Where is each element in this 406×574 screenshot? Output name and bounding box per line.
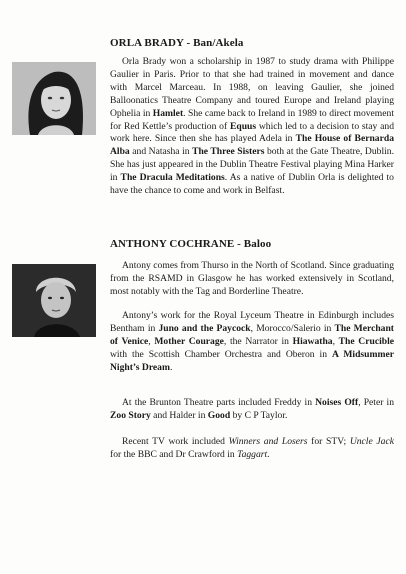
bio-text-run: which led to a decision to stay and work here. Since then she has played Adela in xyxy=(110,120,394,145)
bio-text-run: Zoo Story xyxy=(110,409,151,421)
bio-text-run: , xyxy=(148,335,155,347)
bio-text-run: Antony’s work for the Royal Lyceum Theatre in Edinburgh includes Bentham in xyxy=(110,310,394,334)
bio-text-run: with the Scottish Chamber Orchestra and Oberon in xyxy=(110,348,332,360)
bio-text-run: , Morocco/Salerio in xyxy=(250,322,335,334)
bio-text-run: At the Brunton Theatre parts included Freddy in xyxy=(122,397,316,408)
bio-text-run: Winners and Losers xyxy=(228,436,308,447)
bio-anthony-cochrane-p4 xyxy=(110,436,394,462)
bio-text-run: The House of Bernarda Alba xyxy=(110,133,394,158)
bio-text-run: Orla Brady won a scholarship in 1987 to study drama with Philippe Gaulier in Paris. Prior to that she had trained in movement and dance with Marcel Marceau. In 1988, on leaving Gaulier, she joined Balloonatics Theatre Company and toured Europe and Ireland playing Ophelia in xyxy=(110,56,394,119)
bio-text-run: , Peter in xyxy=(358,397,394,408)
portrait-orla-brady xyxy=(12,62,96,135)
bio-text-run: Uncle Jack xyxy=(349,436,394,447)
bio-text-run: The Three Sisters xyxy=(192,146,265,158)
bio-text-run: Hamlet xyxy=(152,107,184,119)
bio-text-run: Mother Courage xyxy=(154,335,224,347)
bio-text-run: The Merchant of Venice xyxy=(110,322,395,347)
portrait-orla-brady-image xyxy=(12,62,96,135)
bio-text-run: for STV; xyxy=(307,436,350,447)
bio-text-run: . She came back to Ireland in 1989 to direct movement for Red Kettle’s production of xyxy=(110,107,394,132)
bio-text-run: Equus xyxy=(229,120,257,132)
bio-text-run: . As a native of Dublin Orla is delighted to have the chance to come and work in Belfast. xyxy=(110,172,394,197)
portrait-anthony-cochrane-image xyxy=(12,264,96,337)
bio-text-run: . xyxy=(169,361,173,373)
bio-text-run: , the Narrator in xyxy=(223,335,293,347)
bio-text-run: for the BBC and Dr Crawford in xyxy=(110,448,238,460)
bio-text-run: and Natasha in xyxy=(129,146,193,158)
bio-text-run: A Midsummer Night’s Dream xyxy=(110,348,394,373)
bio-text-run: The Dracula Meditations xyxy=(120,172,225,184)
bio-anthony-cochrane-p1 xyxy=(110,260,394,299)
bio-text-run: Taggart xyxy=(237,448,268,460)
bio-text-run: Juno and the Paycock xyxy=(158,322,251,334)
portrait-anthony-cochrane xyxy=(12,264,96,337)
bio-text-run: by C P Taylor. xyxy=(230,409,288,421)
bio-anthony-cochrane-p3 xyxy=(110,397,394,423)
bio-orla-brady xyxy=(110,56,394,198)
bio-text-run: both at the Gate Theatre, Dublin. She has just appeared in the Dublin Theatre Festival playing Mina Harker in xyxy=(110,146,394,184)
bio-text-run: and Halder in xyxy=(150,409,208,421)
bio-text-run: , xyxy=(332,335,339,347)
bio-text-run: Antony comes from Thurso in the North of Scotland. Since graduating from the RSAMD in Glasgow he has worked extensively in Scotland, most notably with the Tag and Borderline Theatre. xyxy=(110,260,394,297)
bio-text-run: Noises Off xyxy=(315,397,359,408)
cast-heading-anthony-cochrane: ANTHONY COCHRANE - Baloo xyxy=(110,238,272,250)
bio-text-run: . xyxy=(267,448,270,460)
cast-heading-orla-brady: ORLA BRADY - Ban/Akela xyxy=(110,37,244,49)
bio-text-run: Hiawatha xyxy=(292,335,333,347)
bio-anthony-cochrane-p2 xyxy=(110,310,394,375)
bio-text-run: Good xyxy=(207,409,231,421)
bio-text-run: Recent TV work included xyxy=(122,436,229,447)
bio-text-run: The Crucible xyxy=(338,335,395,347)
